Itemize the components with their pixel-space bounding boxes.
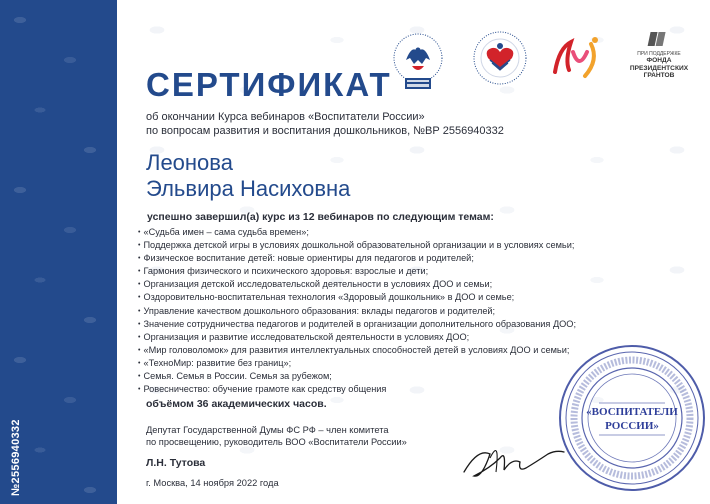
- recipient-surname: Леонова: [146, 150, 233, 175]
- seal-stamp-icon: [557, 343, 707, 493]
- signer-title-line-1: Депутат Государственной Думы ФС РФ – член комитета: [146, 425, 389, 435]
- signer-title: [146, 424, 407, 448]
- topic-item: • «Судьба имен – сама судьба времен»;: [138, 226, 576, 239]
- topic-item: • Управление качеством дошкольного образования: вклады педагогов и родителей;: [138, 305, 576, 318]
- topic-item: • Семья. Семья в России. Семья за рубежом;: [138, 370, 576, 383]
- fond-support-label: ПРИ ПОДДЕРЖКЕ: [637, 51, 681, 57]
- place-date: г. Москва, 14 ноября 2022 года: [146, 478, 279, 488]
- eagle-logo-icon: [392, 30, 444, 96]
- luch-logo-icon: [549, 30, 607, 80]
- fond-logo-icon: [617, 30, 701, 90]
- fond-line-1: ФОНДА: [646, 57, 672, 64]
- topic-item: • Значение сотрудничества педагогов и родителей в организации дополнительного образования ДОО;: [138, 318, 576, 331]
- vertical-certificate-id: №2556940332: [10, 419, 22, 496]
- signer-title-line-2: по просвещению, руководитель ВОО «Воспитатели России»: [146, 437, 407, 447]
- subtitle-line-1: об окончании Курса вебинаров «Воспитатели России»: [146, 111, 425, 123]
- heart-logo-icon: [472, 30, 528, 88]
- signature-icon: [460, 428, 570, 488]
- certificate-subtitle: [146, 110, 504, 138]
- topic-item: • Организация и развитие исследовательской деятельности в условиях ДОО;: [138, 331, 576, 344]
- certificate-body: [117, 0, 710, 504]
- topic-item: • Гармония физического и психического здоровья: взрослые и дети;: [138, 265, 576, 278]
- topic-item: • Поддержка детской игры в условиях дошкольной образовательной организации и в условиях семьи;: [138, 239, 576, 252]
- recipient-name: [146, 150, 350, 202]
- topic-item: • «Мир головоломок» для развития интеллектуальных способностей детей в условиях ДОО и семьи;: [138, 344, 576, 357]
- completion-statement: успешно завершил(а) курс из 12 вебинаров по следующим темам:: [147, 211, 494, 223]
- topic-item: • Физическое воспитание детей: новые ориентиры для педагогов и родителей;: [138, 252, 576, 265]
- topic-item: • «ТехноМир: развитие без границ»;: [138, 357, 576, 370]
- topic-item: • Ровесничество: обучение грамоте как средству общения: [138, 383, 576, 396]
- topic-item: • Оздоровительно-воспитательная технология «Здоровый дошкольник» в ДОО и семье;: [138, 291, 576, 304]
- certificate-title: СЕРТИФИКАТ: [146, 66, 392, 103]
- subtitle-line-2: по вопросам развития и воспитания дошкольников, №ВР 2556940332: [146, 125, 504, 137]
- topics-list: [138, 226, 576, 396]
- topic-item: • Организация детской исследовательской деятельности в условиях ДОО и семьи;: [138, 278, 576, 291]
- fond-line-2: ПРЕЗИДЕНТСКИХ: [629, 64, 689, 72]
- seal-center-line-1: «ВОСПИТАТЕЛИ: [586, 406, 678, 418]
- left-decorative-band: [0, 0, 117, 504]
- seal-center-line-2: РОССИИ»: [605, 420, 659, 432]
- fond-line-3: ГРАНТОВ: [643, 72, 675, 80]
- recipient-given-names: Эльвира Насиховна: [146, 176, 351, 201]
- course-volume: объёмом 36 академических часов.: [146, 398, 327, 410]
- signer-name: Л.Н. Тутова: [146, 457, 206, 469]
